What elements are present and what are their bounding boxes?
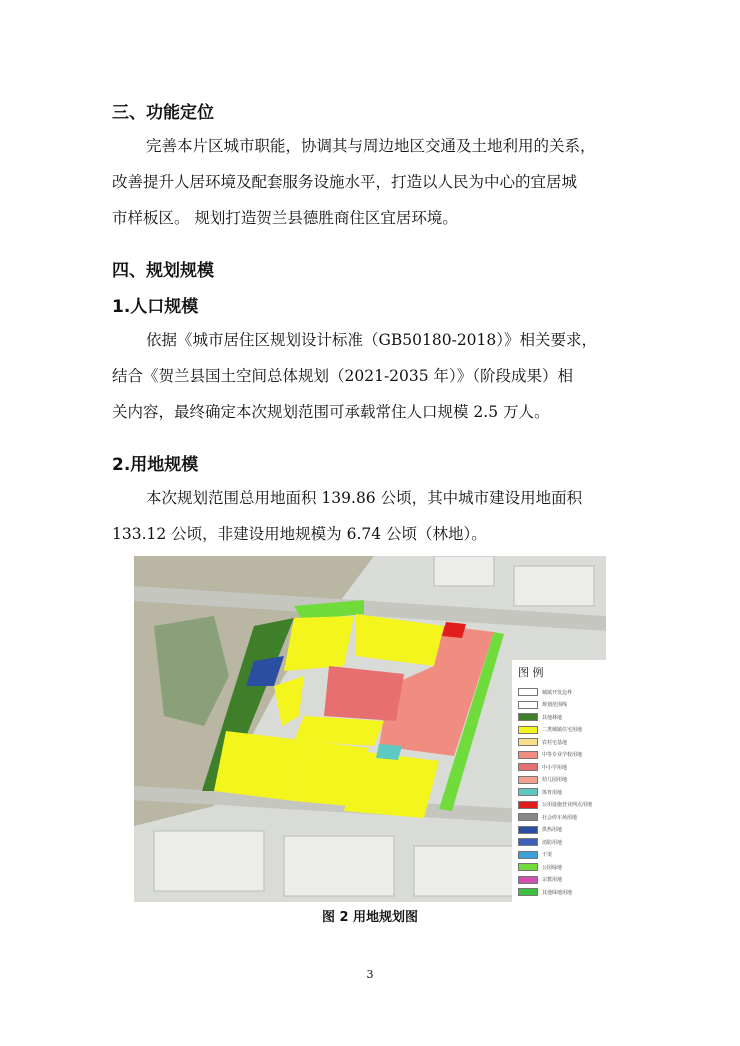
- legend-item: [512, 686, 606, 699]
- paragraph-line: 完善本片区城市职能，协调其与周边地区交通及土地利用的关系，: [146, 137, 596, 155]
- legend-swatch: [518, 726, 538, 734]
- legend-swatch: [518, 713, 538, 721]
- section-3-paragraph: [112, 128, 632, 236]
- legend-swatch: [518, 851, 538, 859]
- legend-item: [512, 886, 606, 899]
- legend-item: [512, 749, 606, 762]
- paragraph-line: 改善提升人居环境及配套服务设施水平，打造以人民为中心的宜居城: [112, 173, 578, 191]
- legend-label: 消防用地: [542, 839, 563, 846]
- residential-block: [214, 731, 309, 801]
- legend-list: [512, 686, 606, 899]
- legend-item: [512, 786, 606, 799]
- legend-item: [512, 874, 606, 887]
- legend-item: [512, 836, 606, 849]
- sports-site: [376, 744, 402, 760]
- legend-item: [512, 736, 606, 749]
- legend-swatch: [518, 788, 538, 796]
- legend-label: 规划范围线: [542, 702, 568, 709]
- legend-swatch: [518, 738, 538, 746]
- legend-item: [512, 811, 606, 824]
- legend-label: 幼儿园用地: [542, 777, 568, 784]
- legend-label: 供热用地: [542, 827, 563, 834]
- legend-label: 公用设施营业网点用地: [542, 802, 593, 809]
- page-number: 3: [366, 968, 374, 981]
- legend-item: [512, 699, 606, 712]
- land-paragraph: [112, 480, 632, 552]
- school-block: [324, 666, 404, 721]
- land-use-plan-map: [134, 556, 606, 902]
- legend-label: 公园绿地: [542, 864, 563, 871]
- paragraph-line: 本次规划范围总用地面积 139.86 公顷，其中城市建设用地面积: [146, 489, 583, 507]
- paragraph-line: 结合《贺兰县国土空间总体规划（2021-2035 年）》（阶段成果）相: [112, 367, 574, 385]
- legend-item: [512, 861, 606, 874]
- legend-swatch: [518, 838, 538, 846]
- legend-label: 其他林地: [542, 714, 563, 721]
- legend-swatch: [518, 688, 538, 696]
- map-legend: [512, 660, 606, 902]
- section-heading-3: 三、功能定位: [112, 103, 214, 123]
- legend-item: [512, 724, 606, 737]
- figure-caption: 图 2 用地规划图: [321, 910, 419, 925]
- legend-item: [512, 711, 606, 724]
- legend-swatch: [518, 826, 538, 834]
- legend-swatch: [518, 701, 538, 709]
- legend-label: 中小学用地: [542, 764, 568, 771]
- legend-swatch: [518, 751, 538, 759]
- legend-label: 宗教用地: [542, 877, 563, 884]
- paragraph-line: 133.12 公顷，非建设用地规模为 6.74 公顷（林地）。: [112, 525, 487, 543]
- legend-label: 中等专业学校用地: [542, 752, 583, 759]
- commercial-site: [442, 622, 466, 638]
- legend-item: [512, 849, 606, 862]
- legend-item: [512, 761, 606, 774]
- paragraph-line: 市样板区。 规划打造贺兰县德胜商住区宜居环境。: [112, 209, 458, 227]
- subsection-heading-population: 1.人口规模: [112, 297, 199, 317]
- legend-title: 图 例: [518, 666, 544, 679]
- legend-item: [512, 824, 606, 837]
- legend-swatch: [518, 876, 538, 884]
- legend-swatch: [518, 863, 538, 871]
- legend-label: 二类城镇住宅用地: [542, 727, 583, 734]
- paragraph-line: 依据《城市居住区规划设计标准（GB50180-2018）》相关要求，: [146, 331, 598, 349]
- legend-item: [512, 799, 606, 812]
- legend-label: 体育用地: [542, 789, 563, 796]
- legend-label: 城镇开发边界: [542, 689, 573, 696]
- residential-block: [284, 616, 354, 671]
- legend-item: [512, 774, 606, 787]
- legend-swatch: [518, 801, 538, 809]
- subsection-heading-land: 2.用地规模: [112, 455, 199, 475]
- paragraph-line: 关内容，最终确定本次规划范围可承载常住人口规模 2.5 万人。: [112, 403, 550, 421]
- legend-swatch: [518, 813, 538, 821]
- legend-swatch: [518, 888, 538, 896]
- legend-label: 其他绿地用地: [542, 889, 573, 896]
- section-heading-4: 四、规划规模: [112, 261, 214, 281]
- legend-swatch: [518, 776, 538, 784]
- legend-label: 干渠: [542, 852, 553, 859]
- legend-label: 社会停车场用地: [542, 814, 578, 821]
- residential-block: [344, 751, 439, 818]
- legend-swatch: [518, 763, 538, 771]
- legend-label: 农村宅基地: [542, 739, 568, 746]
- population-paragraph: [112, 322, 632, 430]
